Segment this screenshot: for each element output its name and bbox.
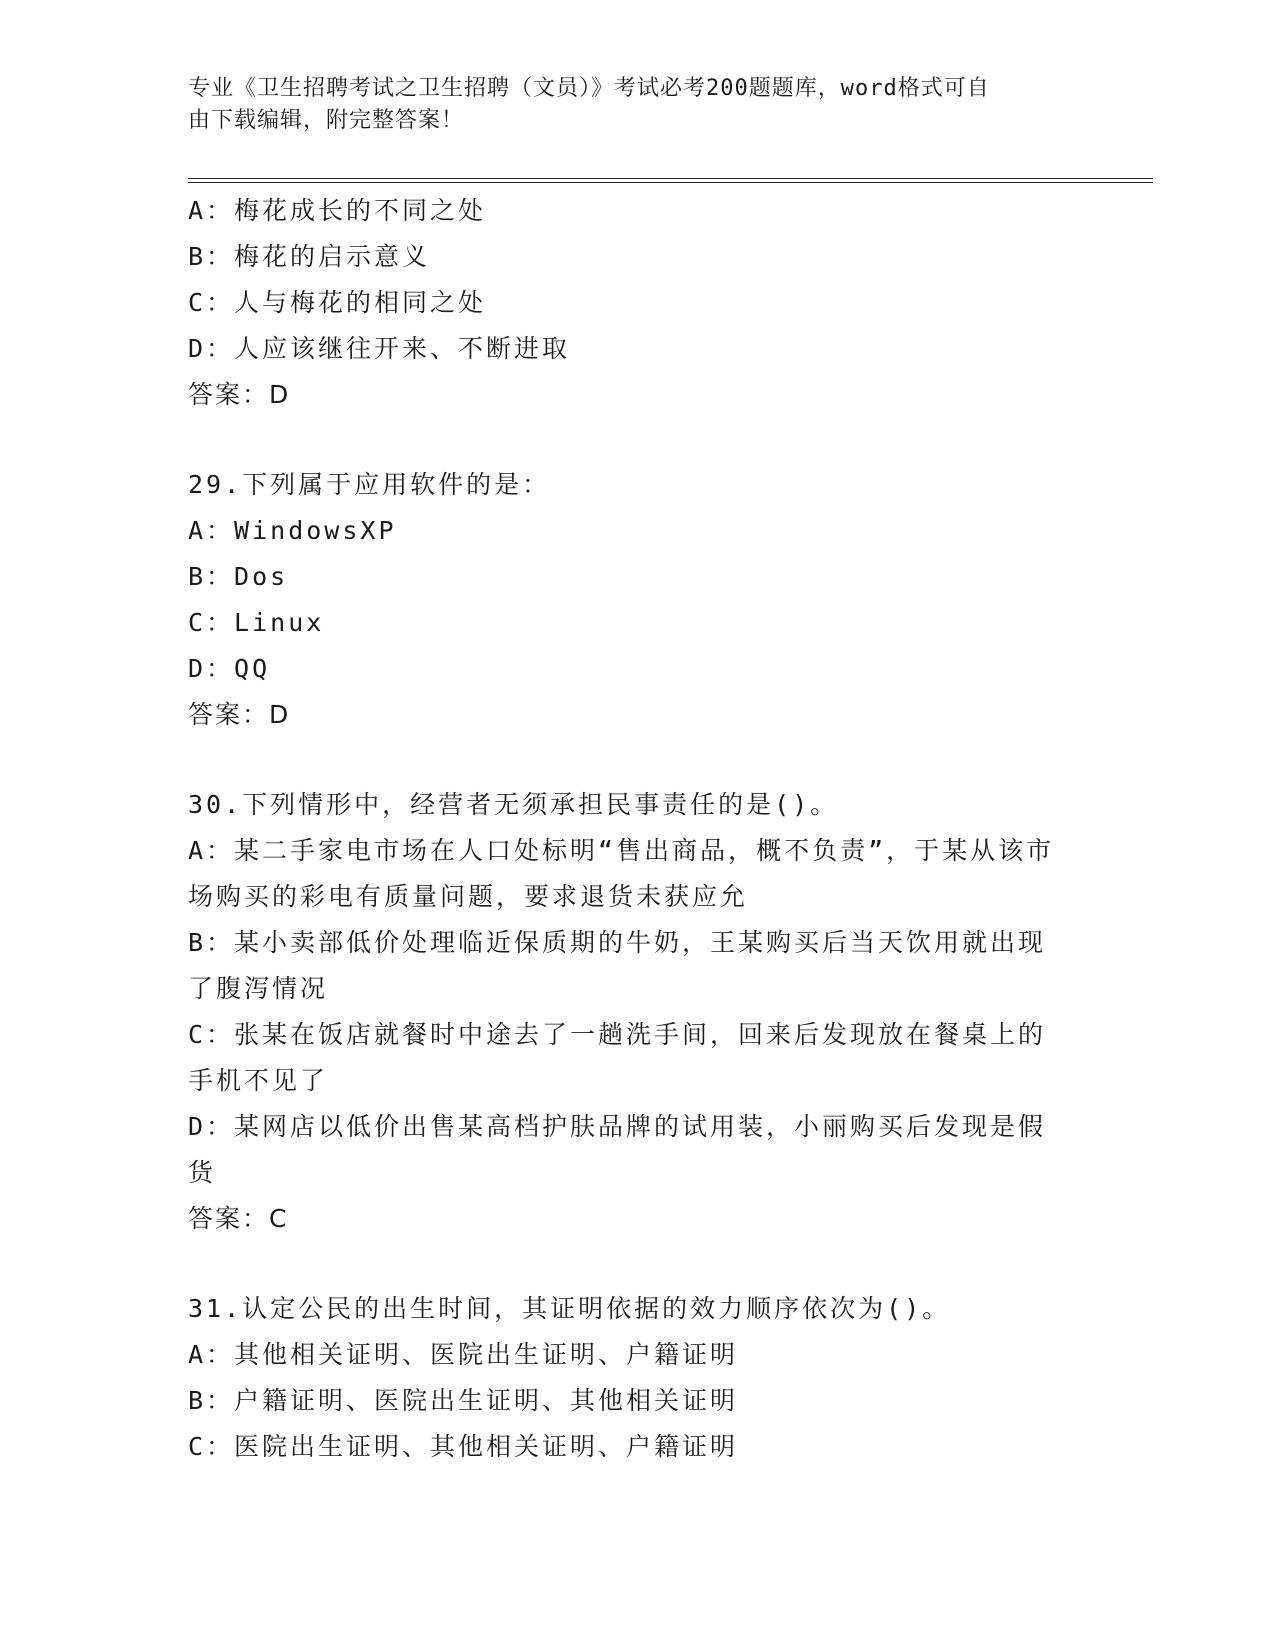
answer-line: 答案：C [188,1204,289,1233]
option-a: A：某二手家电市场在人口处标明“售出商品，概不负责”，于某从该市场购买的彩电有质量问题，要求退货未获应允 [188,836,1055,911]
question-stem: 30.下列情形中，经营者无须承担民事责任的是()。 [188,790,839,819]
option-b: B：户籍证明、医院出生证明、其他相关证明 [188,1386,739,1415]
option-d: D：QQ [188,654,271,683]
option-c: C：人与梅花的相同之处 [188,288,487,317]
option-b: B：梅花的启示意义 [188,242,431,271]
header-divider-bottom [188,182,1153,183]
question-28-continued [188,188,1088,418]
option-d: D：某网店以低价出售某高档护肤品牌的试用装，小丽购买后发现是假货 [188,1112,1047,1187]
question-31 [188,1286,1088,1470]
spacer [188,738,1088,782]
answer-line: 答案：D [188,700,291,729]
option-c: C：Linux [188,608,325,637]
option-c: C：张某在饭店就餐时中途去了一趟洗手间，回来后发现放在餐桌上的手机不见了 [188,1020,1047,1095]
option-d: D：人应该继往开来、不断进取 [188,334,571,363]
option-a: A：其他相关证明、医院出生证明、户籍证明 [188,1340,739,1369]
question-list [188,188,1088,1470]
option-c: C：医院出生证明、其他相关证明、户籍证明 [188,1432,739,1461]
question-stem: 29.下列属于应用软件的是： [188,470,551,499]
question-29 [188,462,1088,738]
spacer [188,418,1088,462]
header-line-1: 专业《卫生招聘考试之卫生招聘（文员）》考试必考200题题库，word格式可自 [188,76,990,101]
option-b: B：Dos [188,562,289,591]
option-a: A：WindowsXP [188,516,397,545]
option-a: A：梅花成长的不同之处 [188,196,487,225]
spacer [188,1242,1088,1286]
question-30 [188,782,1088,1242]
header-line-2: 由下载编辑，附完整答案！ [188,108,465,133]
document-header [188,73,1058,137]
header-divider-top [188,178,1153,179]
question-stem: 31.认定公民的出生时间，其证明依据的效力顺序依次为()。 [188,1294,951,1323]
answer-line: 答案：D [188,380,291,409]
option-b: B：某小卖部低价处理临近保质期的牛奶，王某购买后当天饮用就出现了腹泻情况 [188,928,1047,1003]
